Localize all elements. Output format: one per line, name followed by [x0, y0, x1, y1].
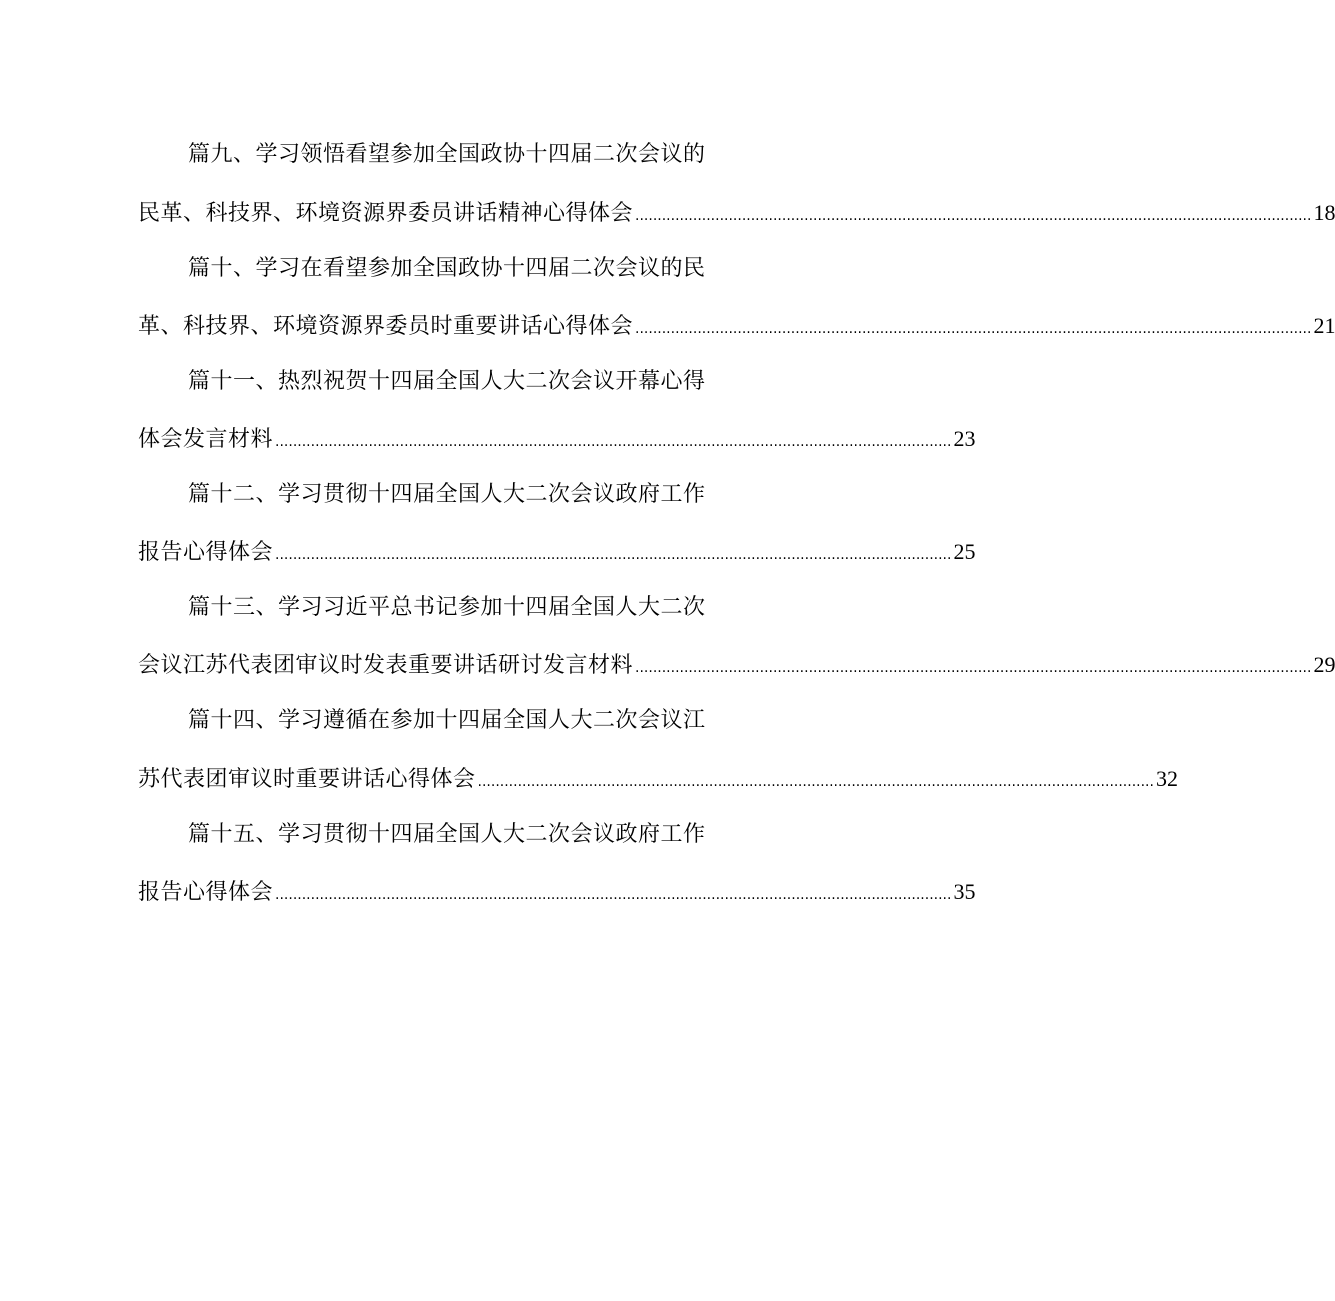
dot-leader: ........................................................................................................................................................ — [275, 547, 952, 563]
toc-entry-title-continuation: 体会发言材料 — [138, 427, 274, 452]
dot-leader: ........................................................................................................................................................ — [275, 434, 952, 450]
toc-page-number: 35 — [953, 879, 976, 904]
toc-entry-title-line: 篇十五、学习贯彻十四届全国人大二次会议政府工作 — [188, 822, 706, 847]
dot-leader: ........................................................................................................................................................ — [635, 208, 1312, 224]
toc-page-number: 25 — [953, 539, 976, 564]
toc-page-number: 23 — [953, 426, 976, 451]
toc-entry-title-continuation: 报告心得体会 — [138, 880, 274, 905]
toc-entry-link[interactable] — [138, 877, 976, 910]
toc-entry-link[interactable] — [138, 537, 976, 570]
toc-page-number: 32 — [1155, 766, 1178, 791]
toc-entry-link[interactable] — [138, 424, 976, 457]
dot-leader: ........................................................................................................................................................ — [275, 887, 952, 903]
toc-entry-link[interactable] — [138, 311, 1335, 344]
toc-entry-title-line: 篇十一、热烈祝贺十四届全国人大二次会议开幕心得 — [188, 369, 706, 394]
toc-entry-title-continuation: 报告心得体会 — [138, 540, 274, 565]
toc-entry-title-continuation: 革、科技界、环境资源界委员时重要讲话心得体会 — [138, 314, 634, 339]
toc-entry-link[interactable] — [138, 650, 1335, 683]
toc-entry-title-line: 篇十四、学习遵循在参加十四届全国人大二次会议江 — [188, 708, 706, 733]
toc-entry-title-continuation: 民革、科技界、环境资源界委员讲话精神心得体会 — [138, 201, 634, 226]
toc-page-number: 21 — [1313, 313, 1335, 338]
toc-entry-title-continuation: 苏代表团审议时重要讲话心得体会 — [138, 767, 476, 792]
toc-entry-title-line: 篇十、学习在看望参加全国政协十四届二次会议的民 — [188, 256, 706, 281]
dot-leader: ........................................................................................................................................................ — [635, 660, 1312, 676]
toc-entry-link[interactable] — [138, 764, 1178, 797]
dot-leader: ........................................................................................................................................................ — [477, 774, 1154, 790]
toc-entry-title-line: 篇十三、学习习近平总书记参加十四届全国人大二次 — [188, 595, 706, 620]
dot-leader: ........................................................................................................................................................ — [635, 321, 1312, 337]
toc-entry-title-line: 篇九、学习领悟看望参加全国政协十四届二次会议的 — [188, 142, 706, 167]
toc-entry-title-line: 篇十二、学习贯彻十四届全国人大二次会议政府工作 — [188, 482, 706, 507]
toc-page-number: 18 — [1313, 200, 1335, 225]
toc-page-number: 29 — [1313, 652, 1335, 677]
toc-entry-title-continuation: 会议江苏代表团审议时发表重要讲话研讨发言材料 — [138, 653, 634, 678]
toc-entry-link[interactable] — [138, 198, 1335, 231]
